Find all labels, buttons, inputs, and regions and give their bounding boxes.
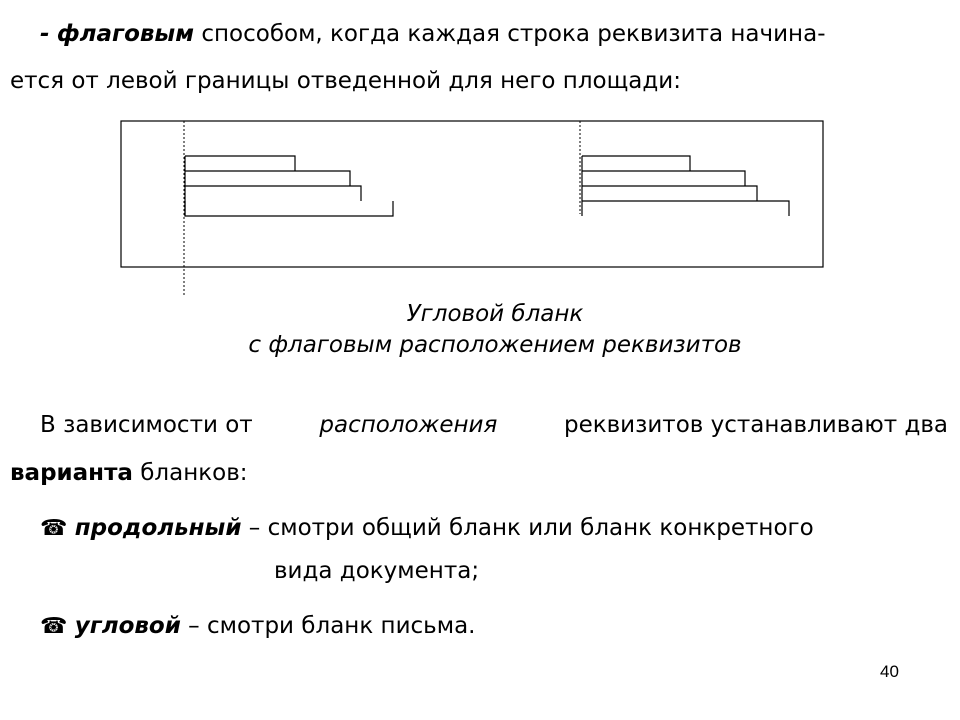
figure-caption-line-2: с флаговым расположением реквизитов <box>248 332 742 358</box>
variants-line-2 <box>10 459 248 487</box>
bullet-text: – смотри общий бланк или бланк конкретного <box>248 515 814 541</box>
left-requisite-line-1 <box>185 156 295 171</box>
right-requisite-line-1 <box>582 156 690 171</box>
variants-line-1 <box>40 411 948 439</box>
intro-dash: - <box>40 21 50 47</box>
right-requisite-line-3 <box>582 186 757 201</box>
intro-line-1-text: способом, когда каждая строка реквизита начина- <box>201 21 826 47</box>
blank-frame <box>121 121 823 267</box>
telephone-icon: ☎ <box>40 516 68 541</box>
right-requisite-line-4 <box>582 201 789 216</box>
bullet-term: продольный <box>74 515 242 541</box>
left-requisite-line-4 <box>185 201 393 216</box>
list-item <box>40 612 475 641</box>
right-requisite-line-2 <box>582 171 745 186</box>
bullet-text-continuation: вида документа; <box>274 558 480 584</box>
variants-text-b: реквизитов устанавливают два <box>563 412 948 438</box>
left-requisite-block <box>185 156 393 216</box>
figure-caption-line-1: Угловой бланк <box>406 301 584 327</box>
bullet-term: угловой <box>74 613 181 639</box>
intro-term: флаговым <box>56 21 195 47</box>
right-requisite-block <box>582 156 789 216</box>
telephone-icon: ☎ <box>40 614 68 639</box>
variants-bold: варианта <box>10 460 133 486</box>
left-requisite-line-2 <box>185 171 350 186</box>
list-item <box>40 514 814 543</box>
intro-line-2: ется от левой границы отведенной для него площади: <box>10 68 681 94</box>
variants-rest: бланков: <box>140 460 248 486</box>
left-requisite-line-3 <box>185 186 361 201</box>
variants-emphasis: расположения <box>319 412 498 438</box>
bullet-text: – смотри бланк письма. <box>188 613 476 639</box>
variants-text-a: В зависимости от <box>40 412 253 438</box>
page-number: 40 <box>880 662 899 681</box>
